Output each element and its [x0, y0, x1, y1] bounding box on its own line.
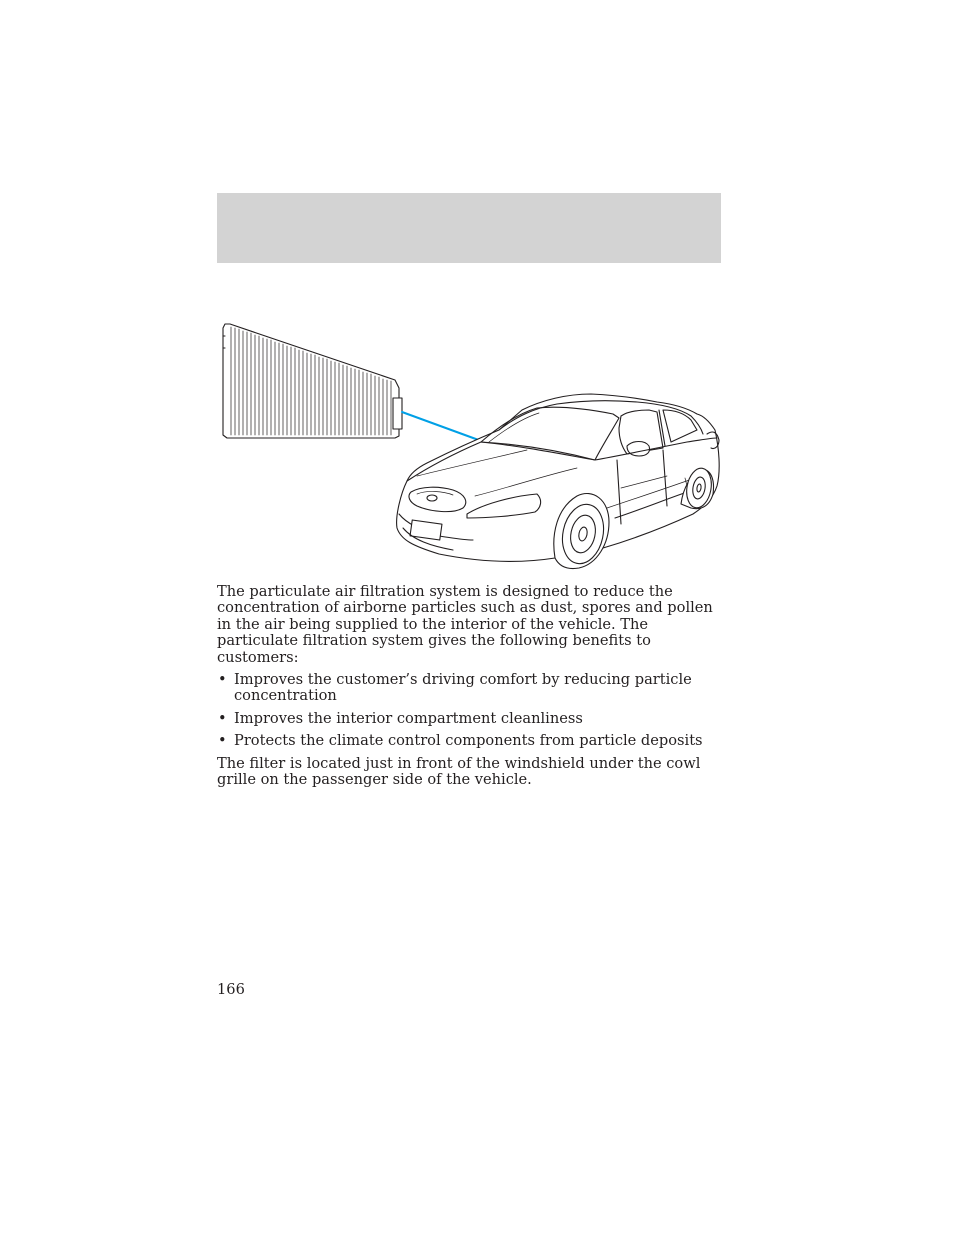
- sedan-car-drawing: [397, 394, 720, 569]
- filter-location-illustration: [217, 318, 721, 573]
- bullet-icon: •: [218, 732, 227, 750]
- list-item: • Protects the climate control components from particle deposits: [218, 732, 703, 750]
- list-item: • Improves the interior compartment cleanliness: [218, 709, 583, 727]
- intro-paragraph: The particulate air filtration system is designed to reduce the concentration of airborne particles such as dust, spores and pollen in the air being supplied to the interior of the vehicle. The particulate filtration system gives the following benefits to customers:: [217, 583, 713, 666]
- body-text: [217, 584, 727, 788]
- location-paragraph: The filter is located just in front of the windshield under the cowl grille on the passenger side of the vehicle.: [217, 754, 701, 789]
- page-number: 166: [217, 981, 245, 998]
- benefits-list: [217, 672, 727, 750]
- bullet-icon: •: [218, 709, 227, 727]
- cabin-air-filter: [223, 324, 402, 438]
- section-header-band: [217, 193, 721, 263]
- bullet-icon: •: [218, 671, 227, 689]
- list-item: • Improves the customer’s driving comfort by reducing particle concentration: [218, 671, 692, 705]
